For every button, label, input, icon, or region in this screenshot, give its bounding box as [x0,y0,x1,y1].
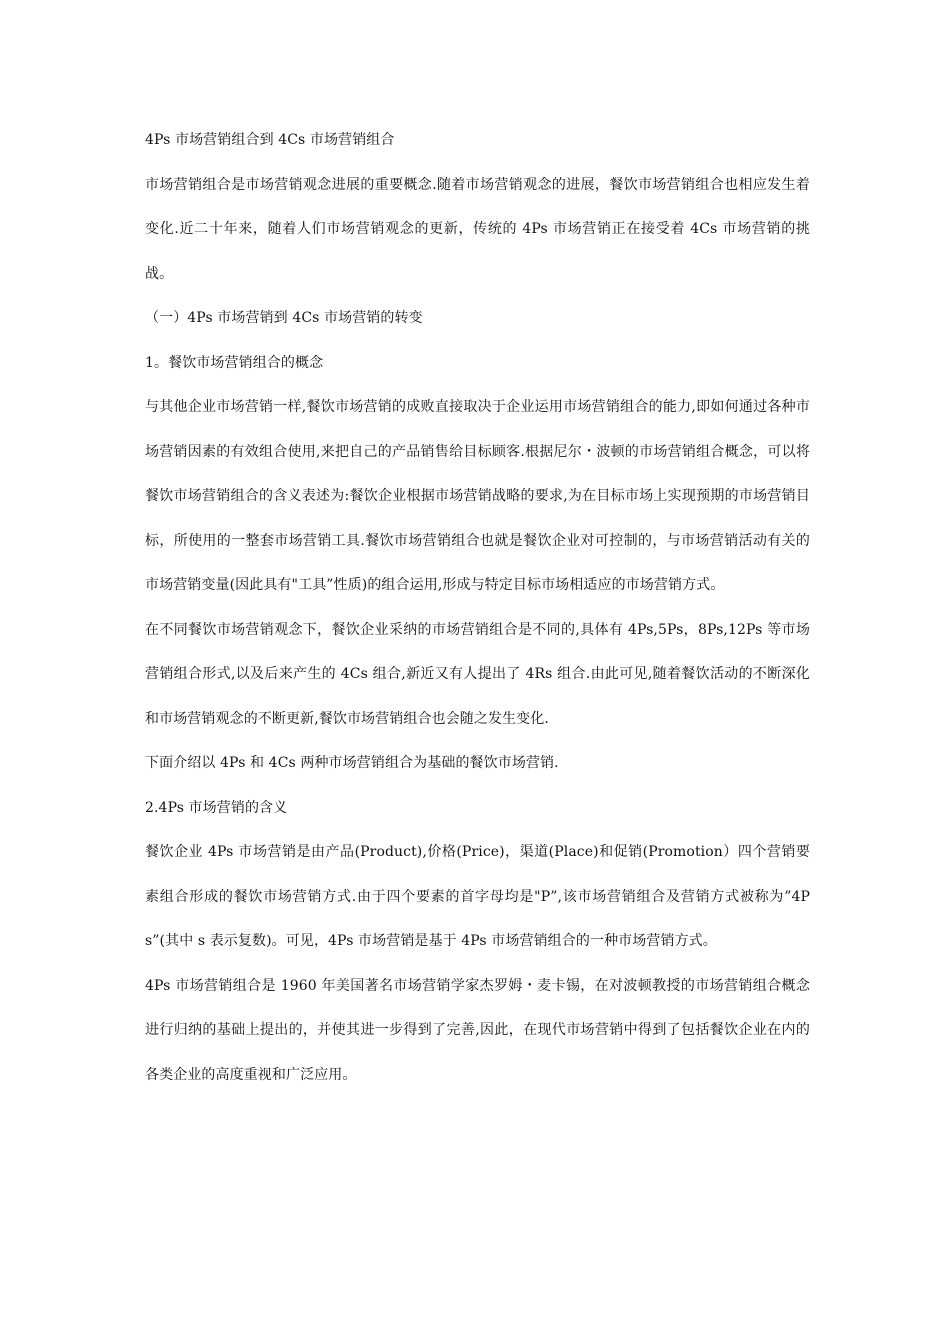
paragraph-forms: 在不同餐饮市场营销观念下，餐饮企业采纳的市场营销组合是不同的,具体有 4Ps,5Ps，8Ps,12Ps 等市场营销组合形式,以及后来产生的 4Cs 组合,新近又有人提出了 4Rs 组合.由此可见,随着餐饮活动的不断深化和市场营销观念的不断更新,餐饮市场营销组合也会随之发生变化. [145,621,810,727]
paragraph-intro-next: 下面介绍以 4Ps 和 4Cs 两种市场营销组合为基础的餐饮市场营销. [145,755,559,771]
paragraph-concept: 与其他企业市场营销一样,餐饮市场营销的成败直接取决于企业运用市场营销组合的能力,即如何通过各种市场营销因素的有效组合使用,来把自己的产品销售给目标顾客.根据尼尔・波顿的市场营销组合概念，可以将餐饮市场营销组合的含义表述为:餐饮企业根据市场营销战略的要求,为在目标市场上实现预期的市场营销目标，所使用的一整套市场营销工具.餐饮市场营销组合也就是餐饮企业对可控制的，与市场营销活动有关的市场营销变量(因此具有"工具”性质)的组合运用,形成与特定目标市场相适应的市场营销方式。 [145,399,810,593]
section-heading-1: （一）4Ps 市场营销到 4Cs 市场营销的转变 [145,310,423,326]
paragraph-intro: 市场营销组合是市场营销观念进展的重要概念.随着市场营销观念的进展，餐饮市场营销组合也相应发生着变化.近二十年来，随着人们市场营销观念的更新，传统的 4Ps 市场营销正在接受着 4Cs 市场营销的挑战。 [145,176,810,282]
subsection-heading-2: 2.4Ps 市场营销的含义 [145,799,288,816]
subsection-heading-1: 1。餐饮市场营销组合的概念 [145,354,324,371]
document-body [145,118,810,1097]
document-title: 4Ps 市场营销组合到 4Cs 市场营销组合 [145,132,395,148]
paragraph-4ps-definition: 餐饮企业 4Ps 市场营销是由产品(Product),价格(Price)，渠道(Place)和促销(Promotion）四个营销要素组合形成的餐饮市场营销方式.由于四个要素的首字母均是"P”,该市场营销组合及营销方式被称为”4Ps”(其中 s 表示复数)。可见，4Ps 市场营销是基于 4Ps 市场营销组合的一种市场营销方式。 [145,844,810,949]
paragraph-4ps-history: 4Ps 市场营销组合是 1960 年美国著名市场营销学家杰罗姆・麦卡锡，在对波顿教授的市场营销组合概念进行归纳的基础上提出的，并使其进一步得到了完善,因此，在现代市场营销中得到了包括餐饮企业在内的各类企业的高度重视和广泛应用。 [145,977,810,1083]
